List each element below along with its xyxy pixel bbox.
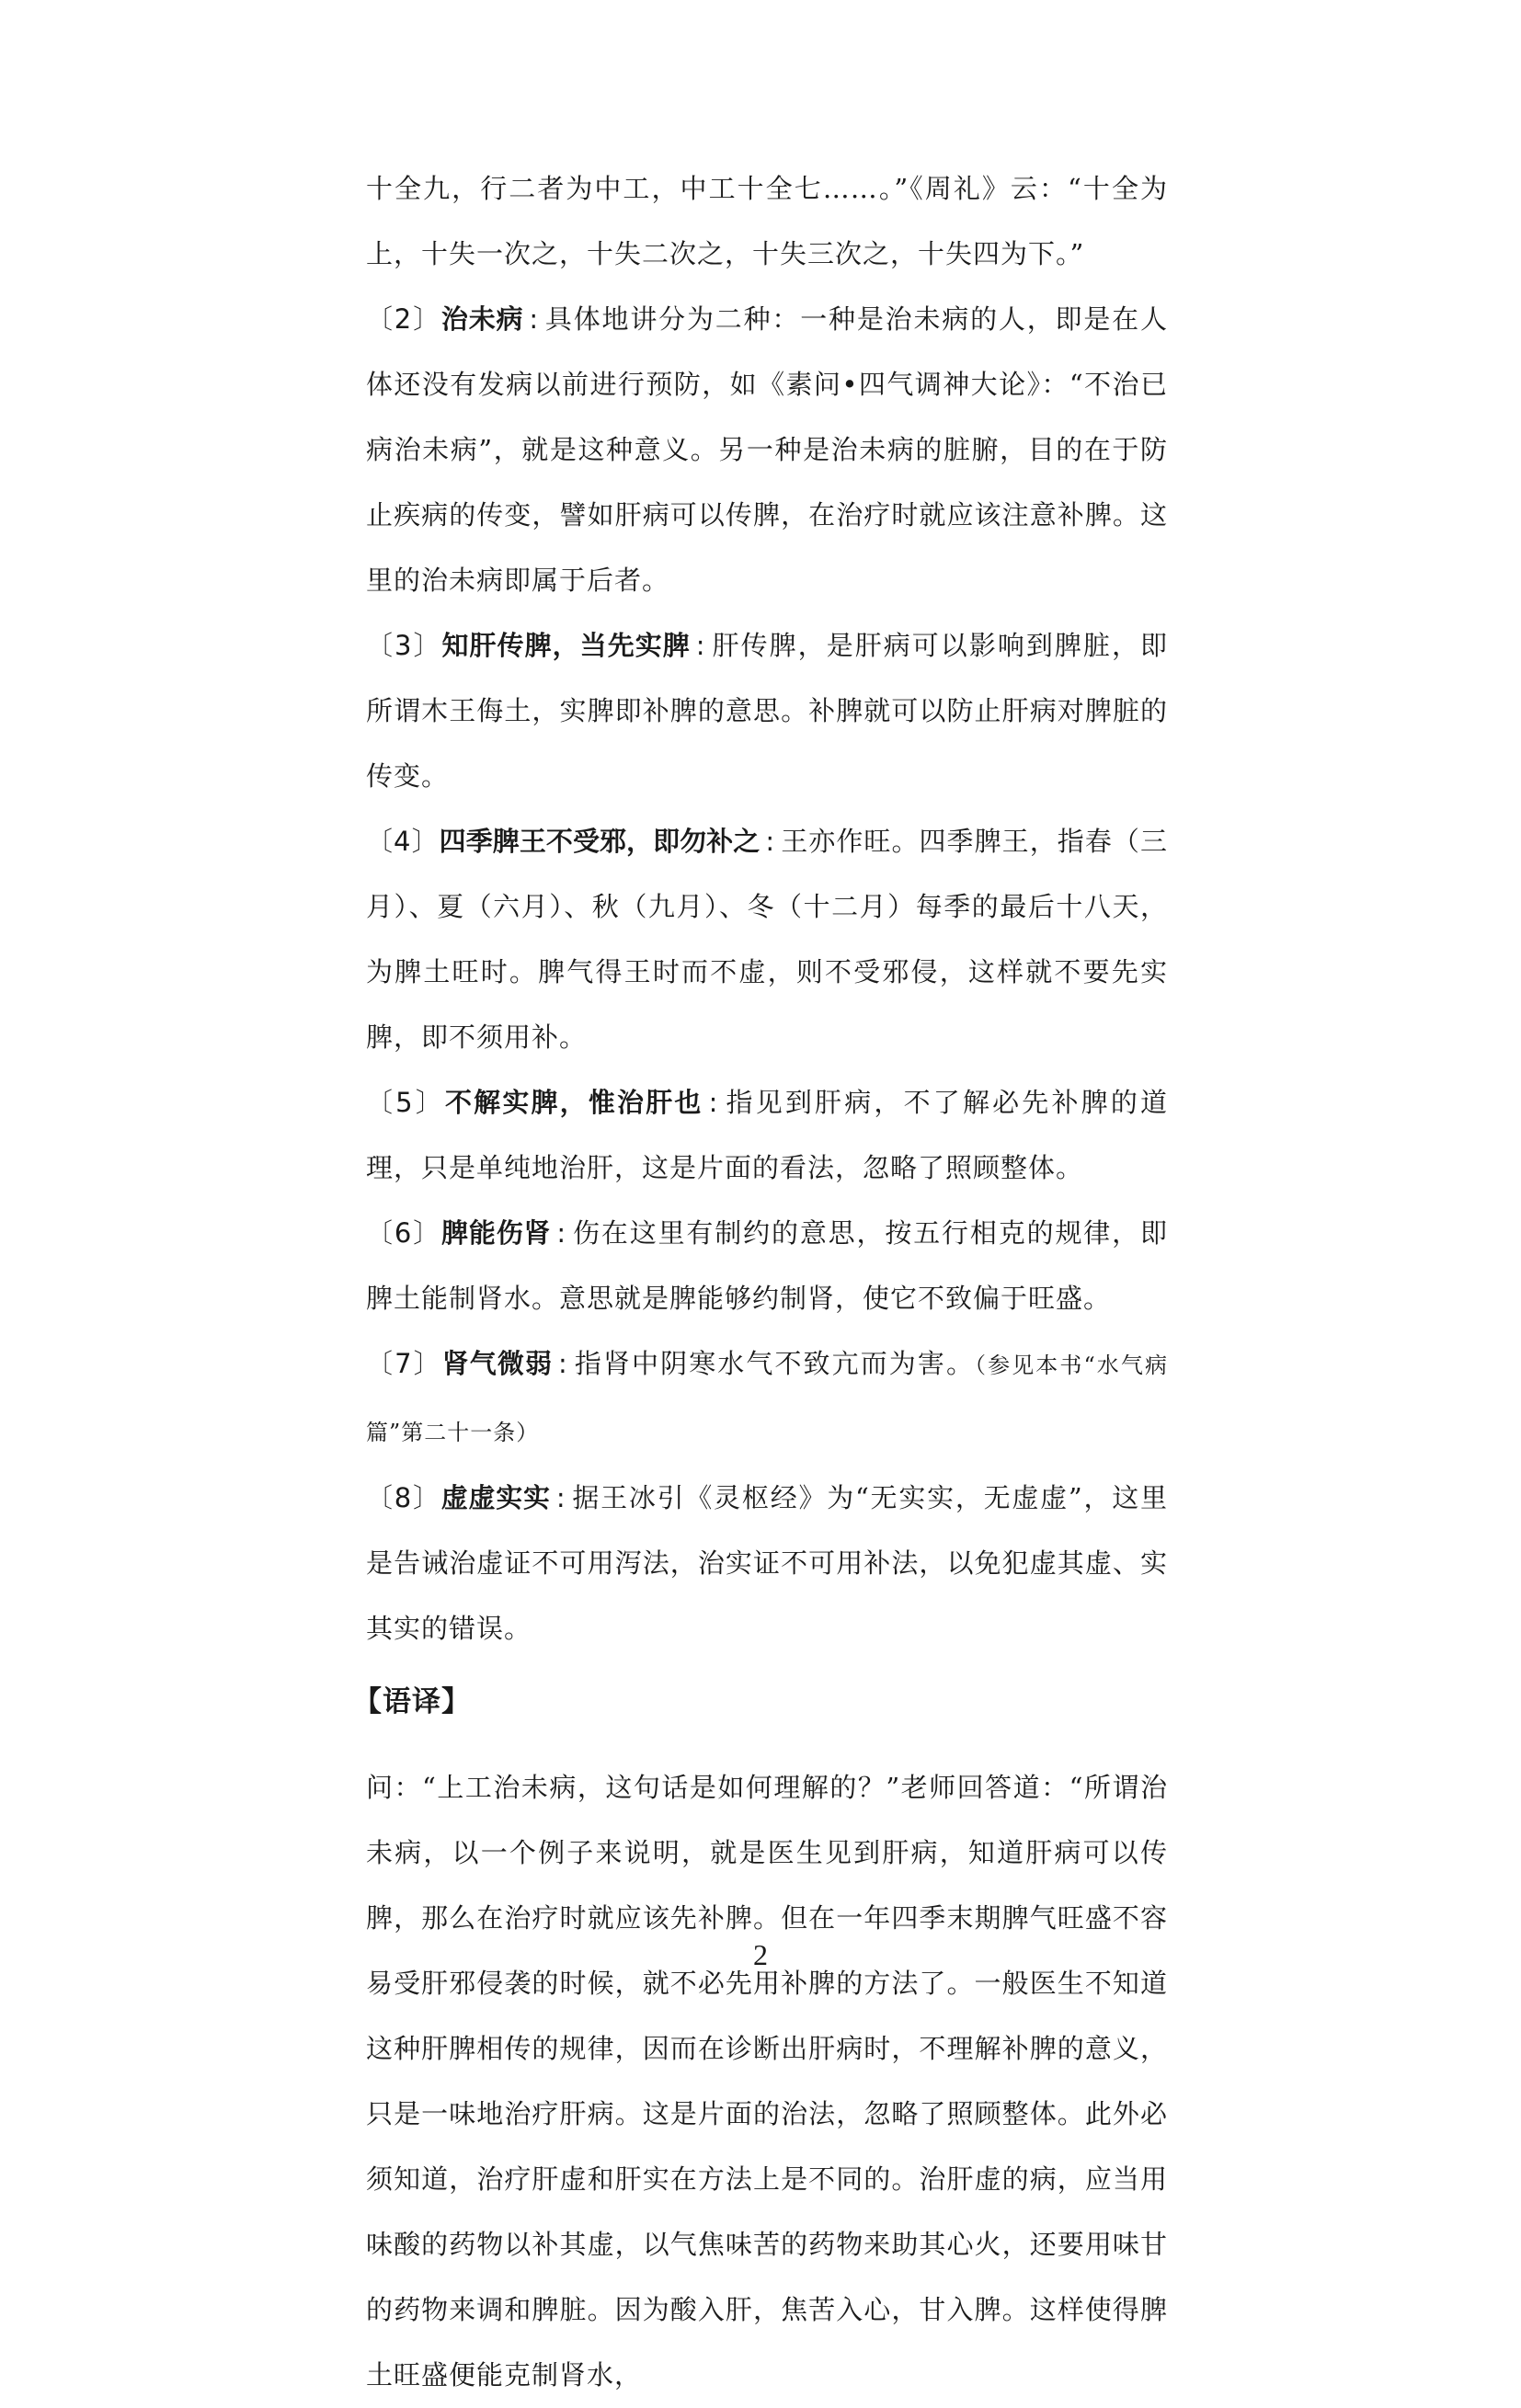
- note-text: 肝传脾，是肝病可以影响到脾脏，即所谓木王侮土，实脾即补脾的意思。补脾就可以防止肝病对脾脏的传变。: [366, 630, 1168, 792]
- note-term: 治未病: [440, 303, 524, 335]
- translation-heading: 【语译】: [353, 1685, 471, 1718]
- note-number: 〔6〕: [366, 1217, 441, 1249]
- note-colon: :: [558, 1348, 568, 1379]
- note-number: 〔4〕: [366, 826, 440, 857]
- page-content: [353, 156, 1169, 2408]
- note-colon: :: [529, 303, 540, 335]
- note-4: [366, 809, 1168, 1070]
- note-term: 脾能伤肾: [441, 1217, 552, 1249]
- translation-paragraph: 问：“上工治未病，这句话是如何理解的？”老师回答道：“所谓治未病，以一个例子来说明，就是医生见到肝病，知道肝病可以传脾，那么在治疗时就应该先补脾。但在一年四季末期脾气旺盛不容易受肝邪侵袭的时候，就不必先用补脾的方法了。一般医生不知道这种肝脾相传的规律，因而在诊断出肝病时，不理解补脾的意义，只是一味地治疗肝病。这是片面的治法，忽略了照顾整体。此外必须知道，治疗肝虚和肝实在方法上是不同的。治肝虚的病，应当用味酸的药物以补其虚，以气焦味苦的药物来助其心火，还要用味甘的药物来调和脾脏。因为酸入肝，焦苦入心，甘入脾。这样使得脾土旺盛便能克制肾水，: [366, 1772, 1168, 2391]
- note-number: 〔2〕: [366, 303, 441, 335]
- note-term: 不解实脾，惟治肝也: [444, 1087, 703, 1118]
- note-text: 指见到肝病，不了解必先补脾的道理，只是单纯地治肝，这是片面的看法，忽略了照顾整体。: [366, 1087, 1168, 1183]
- note-colon: :: [695, 630, 706, 661]
- note-8: [366, 1466, 1168, 1661]
- note-colon: :: [765, 826, 776, 857]
- note-text: 具体地讲分为二种：一种是治未病的人，即是在人体还没有发病以前进行预防，如《素问•四气调神大论》：“不治已病治未病”，就是这种意义。另一种是治未病的脏腑，目的在于防止疾病的传变，譬如肝病可以传脾，在治疗时就应该注意补脾。这里的治未病即属于后者。: [366, 303, 1168, 596]
- note-term: 肾气微弱: [441, 1348, 554, 1379]
- note-number: 〔7〕: [366, 1348, 442, 1379]
- note-number: 〔5〕: [366, 1087, 445, 1118]
- note-text: 伤在这里有制约的意思，按五行相克的规律，即脾土能制肾水。意思就是脾能够约制肾，使它不致偏于旺盛。: [366, 1217, 1168, 1314]
- note-reference: （参见本书“水气病篇”第二十一条）: [366, 1352, 1168, 1445]
- note-7: [366, 1331, 1168, 1466]
- note-number: 〔8〕: [366, 1482, 441, 1513]
- note-6: [366, 1201, 1168, 1331]
- intro-paragraph: 十全九，行二者为中工，中工十全七……。”《周礼》云：“十全为上，十失一次之，十失二次之，十失三次之，十失四为下。”: [366, 173, 1168, 269]
- note-text: 据王冰引《灵枢经》为“无实实，无虚虚”，这里是告诫治虚证不可用泻法，治实证不可用补法，以免犯虚其虚、实其实的错误。: [366, 1482, 1169, 1644]
- note-term: 虚虚实实: [440, 1482, 551, 1513]
- note-text: 指肾中阴寒水气不致亢而为害。: [573, 1348, 976, 1379]
- page-number: 2: [753, 1938, 768, 1971]
- note-5: [366, 1070, 1168, 1201]
- note-colon: :: [708, 1087, 719, 1118]
- note-text: 王亦作旺。四季脾王，指春（三月）、夏（六月）、秋（九月）、冬（十二月）每季的最后十八天，为脾土旺时。脾气得王时而不虚，则不受邪侵，这样就不要先实脾，即不须用补。: [366, 826, 1168, 1053]
- note-colon: :: [556, 1217, 567, 1249]
- note-2: [366, 287, 1168, 613]
- note-term: 四季脾王不受邪，即勿补之: [439, 826, 760, 857]
- note-number: 〔3〕: [366, 630, 442, 661]
- note-colon: :: [555, 1482, 566, 1513]
- note-3: [366, 613, 1168, 809]
- note-term: 知肝传脾，当先实脾: [441, 630, 691, 661]
